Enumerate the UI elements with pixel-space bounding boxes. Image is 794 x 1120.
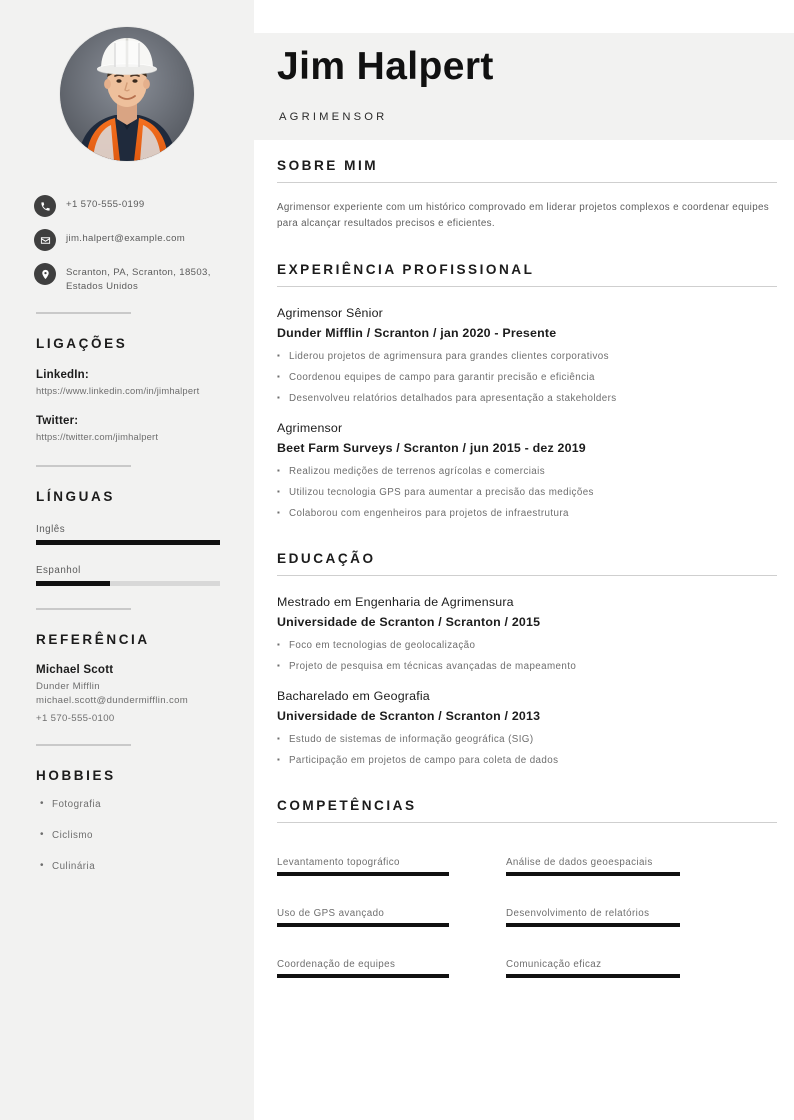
skill-label: Desenvolvimento de relatórios bbox=[506, 908, 650, 919]
contact-list bbox=[0, 195, 254, 294]
section-heading-skills: COMPETÊNCIAS bbox=[277, 798, 777, 823]
list-item: ▪ Liderou projetos de agrimensura para grandes clientes corporativos bbox=[277, 349, 777, 364]
skill-level-bar bbox=[506, 974, 680, 978]
skill-item bbox=[506, 843, 735, 876]
list-item: • Culinária bbox=[40, 861, 254, 872]
sidebar-heading-languages: LÍNGUAS bbox=[36, 489, 115, 504]
experience-entry bbox=[277, 420, 777, 521]
language-bar-track-english bbox=[36, 540, 220, 545]
section-heading-experience: EXPERIÊNCIA PROFISSIONAL bbox=[277, 262, 777, 287]
sidebar-heading-links: LIGAÇÕES bbox=[36, 336, 128, 351]
education-school: Universidade de Scranton / Scranton / 2015 bbox=[277, 615, 541, 629]
hobbies-list bbox=[40, 799, 254, 872]
language-bar-fill-spanish bbox=[36, 581, 110, 586]
skill-label: Uso de GPS avançado bbox=[277, 908, 385, 919]
skill-item bbox=[277, 945, 506, 978]
sidebar-divider-4 bbox=[36, 744, 131, 746]
skill-label: Coordenação de equipes bbox=[277, 959, 396, 970]
experience-company: Dunder Mifflin / Scranton / jan 2020 - Presente bbox=[277, 326, 557, 340]
skill-level-bar bbox=[506, 923, 680, 927]
list-item: ▪ Estudo de sistemas de informação geográfica (SIG) bbox=[277, 732, 777, 747]
experience-bullets bbox=[277, 464, 777, 521]
language-bar-fill-english bbox=[36, 540, 220, 545]
language-item-spanish bbox=[36, 565, 220, 586]
education-bullets bbox=[277, 732, 777, 768]
section-education bbox=[277, 551, 777, 768]
link-url-twitter[interactable]: https://twitter.com/jimhalpert bbox=[36, 431, 159, 442]
list-item: ▪ Realizou medições de terrenos agrícolas e comerciais bbox=[277, 464, 777, 479]
education-degree: Bacharelado em Geografia bbox=[277, 689, 430, 703]
reference-company: Dunder Mifflin bbox=[36, 681, 100, 692]
about-text: Agrimensor experiente com um histórico comprovado em liderar projetos complexos e coordenar equipes para alcançar resultados precisos e eficientes. bbox=[277, 202, 770, 229]
experience-company: Beet Farm Surveys / Scranton / jun 2015 - dez 2019 bbox=[277, 441, 586, 455]
skill-level-bar bbox=[277, 872, 449, 876]
section-about bbox=[277, 158, 777, 232]
link-url-linkedin[interactable]: https://www.linkedin.com/in/jimhalpert bbox=[36, 385, 200, 396]
contact-phone-text: +1 570-555-0199 bbox=[66, 199, 145, 210]
sidebar-divider-3 bbox=[36, 608, 131, 610]
page-title: Jim Halpert bbox=[277, 45, 494, 88]
experience-role: Agrimensor bbox=[277, 421, 343, 435]
skills-grid bbox=[277, 843, 777, 996]
sidebar-heading-hobbies: HOBBIES bbox=[36, 768, 116, 783]
list-item: ▪ Coordenou equipes de campo para garantir precisão e eficiência bbox=[277, 370, 777, 385]
language-name-english: Inglês bbox=[36, 524, 66, 535]
section-experience bbox=[277, 262, 777, 521]
list-item: • Fotografia bbox=[40, 799, 254, 810]
education-degree: Mestrado em Engenharia de Agrimensura bbox=[277, 595, 514, 609]
language-item-english bbox=[36, 524, 220, 545]
skill-item bbox=[277, 843, 506, 876]
phone-icon bbox=[34, 195, 56, 217]
section-heading-about: SOBRE MIM bbox=[277, 158, 777, 183]
experience-bullets bbox=[277, 349, 777, 406]
reference-email: michael.scott@dundermifflin.com bbox=[36, 695, 189, 706]
skill-label: Comunicação eficaz bbox=[506, 959, 602, 970]
section-skills bbox=[277, 798, 777, 996]
skill-level-bar bbox=[277, 974, 449, 978]
experience-role: Agrimensor Sênior bbox=[277, 306, 384, 320]
language-name-spanish: Espanhol bbox=[36, 565, 81, 576]
sidebar-divider-1 bbox=[36, 312, 131, 314]
education-entry bbox=[277, 688, 777, 768]
section-heading-education: EDUCAÇÃO bbox=[277, 551, 777, 576]
link-item-linkedin bbox=[36, 369, 254, 397]
sidebar-heading-reference: REFERÊNCIA bbox=[36, 632, 150, 647]
skill-label: Análise de dados geoespaciais bbox=[506, 857, 653, 868]
list-item: • Ciclismo bbox=[40, 830, 254, 841]
contact-address-text: Scranton, PA, Scranton, 18503, Estados Unidos bbox=[66, 267, 211, 292]
list-item: ▪ Projeto de pesquisa em técnicas avançadas de mapeamento bbox=[277, 659, 777, 674]
reference-block bbox=[36, 663, 254, 726]
envelope-icon bbox=[34, 229, 56, 251]
skill-item bbox=[277, 894, 506, 927]
contact-item-address bbox=[34, 263, 232, 294]
experience-entry bbox=[277, 305, 777, 406]
list-item: ▪ Colaborou com engenheiros para projetos de infraestrutura bbox=[277, 506, 777, 521]
skill-item bbox=[506, 894, 735, 927]
skill-item bbox=[506, 945, 735, 978]
reference-phone: +1 570-555-0100 bbox=[36, 713, 115, 724]
skill-label: Levantamento topográfico bbox=[277, 857, 400, 868]
education-entry bbox=[277, 594, 777, 674]
contact-item-email bbox=[34, 229, 232, 251]
link-label-linkedin: LinkedIn: bbox=[36, 369, 89, 381]
job-title: AGRIMENSOR bbox=[279, 111, 388, 123]
profile-photo-illustration bbox=[60, 27, 194, 161]
reference-name: Michael Scott bbox=[36, 663, 114, 676]
list-item: ▪ Participação em projetos de campo para coleta de dados bbox=[277, 753, 777, 768]
education-school: Universidade de Scranton / Scranton / 2013 bbox=[277, 709, 541, 723]
avatar bbox=[60, 27, 194, 161]
skill-level-bar bbox=[506, 872, 680, 876]
education-bullets bbox=[277, 638, 777, 674]
skill-level-bar bbox=[277, 923, 449, 927]
list-item: ▪ Foco em tecnologias de geolocalização bbox=[277, 638, 777, 653]
link-item-twitter bbox=[36, 415, 254, 443]
language-bar-track-spanish bbox=[36, 581, 220, 586]
list-item: ▪ Desenvolveu relatórios detalhados para apresentação a stakeholders bbox=[277, 391, 777, 406]
contact-email-text: jim.halpert@example.com bbox=[66, 233, 186, 244]
location-pin-icon bbox=[34, 263, 56, 285]
main-content bbox=[277, 158, 777, 996]
sidebar-divider-2 bbox=[36, 465, 131, 467]
link-label-twitter: Twitter: bbox=[36, 415, 79, 427]
sidebar bbox=[0, 0, 254, 1120]
contact-item-phone bbox=[34, 195, 232, 217]
list-item: ▪ Utilizou tecnologia GPS para aumentar a precisão das medições bbox=[277, 485, 777, 500]
